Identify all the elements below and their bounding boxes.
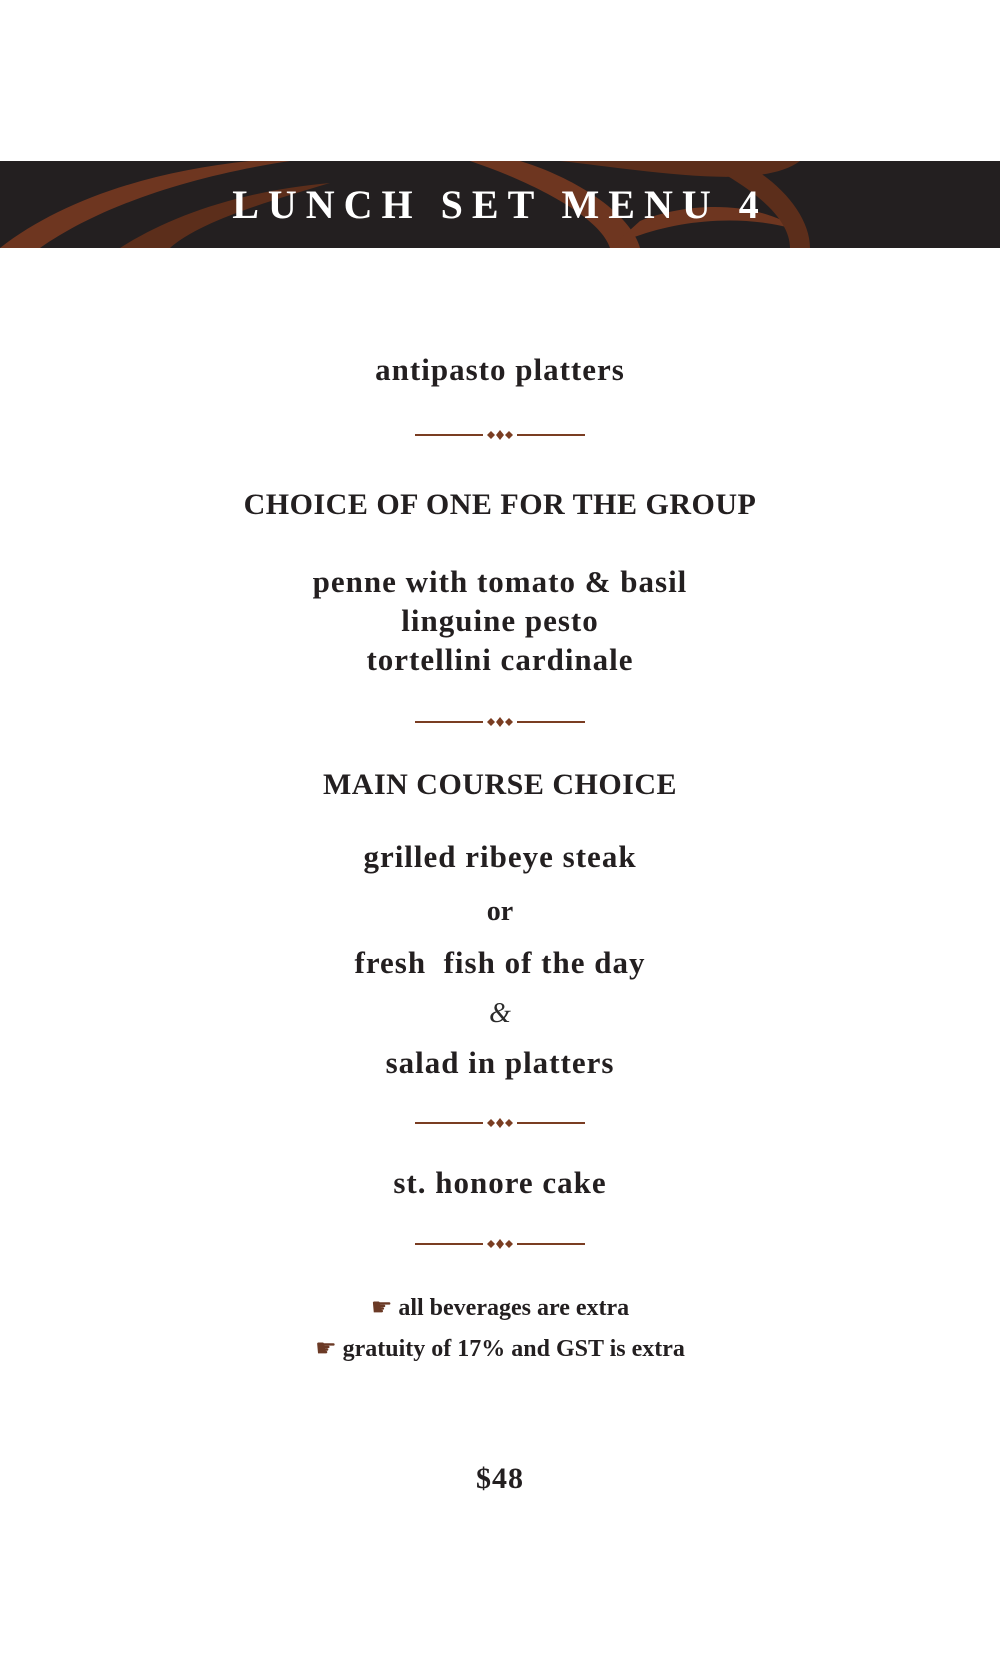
main-section-heading: MAIN COURSE CHOICE	[322, 768, 678, 801]
main-ampersand: &	[489, 998, 511, 1029]
main-option-steak: grilled ribeye steak	[363, 839, 637, 874]
pointing-hand-icon: ☛	[315, 1334, 337, 1362]
pointing-hand-icon: ☛	[370, 1293, 393, 1321]
note-beverages	[0, 1293, 1000, 1322]
note-beverages-text: all beverages are extra	[398, 1295, 630, 1321]
main-side-salad: salad in platters	[385, 1045, 615, 1080]
starter-item: antipasto platters	[375, 352, 625, 387]
menu-price: $48	[476, 1462, 524, 1495]
pasta-item-1: penne with tomato & basil	[312, 564, 688, 599]
pasta-item-2: linguine pesto	[401, 603, 599, 638]
ornamental-divider-icon	[415, 716, 585, 728]
menu-title: LUNCH SET MENU 4	[232, 182, 768, 227]
dessert-item: st. honore cake	[393, 1165, 607, 1200]
main-or-text: or	[486, 896, 514, 927]
pasta-item-3: tortellini cardinale	[366, 642, 634, 677]
main-option-fish: fresh fish of the day	[354, 945, 646, 980]
pasta-section-heading: CHOICE OF ONE FOR THE GROUP	[243, 488, 757, 521]
note-gratuity-text: gratuity of 17% and GST is extra	[342, 1336, 685, 1362]
menu-banner	[0, 161, 1000, 248]
note-gratuity	[0, 1334, 1000, 1363]
ornamental-divider-icon	[415, 1238, 585, 1250]
ornamental-divider-icon	[415, 429, 585, 441]
ornamental-divider-icon	[415, 1117, 585, 1129]
